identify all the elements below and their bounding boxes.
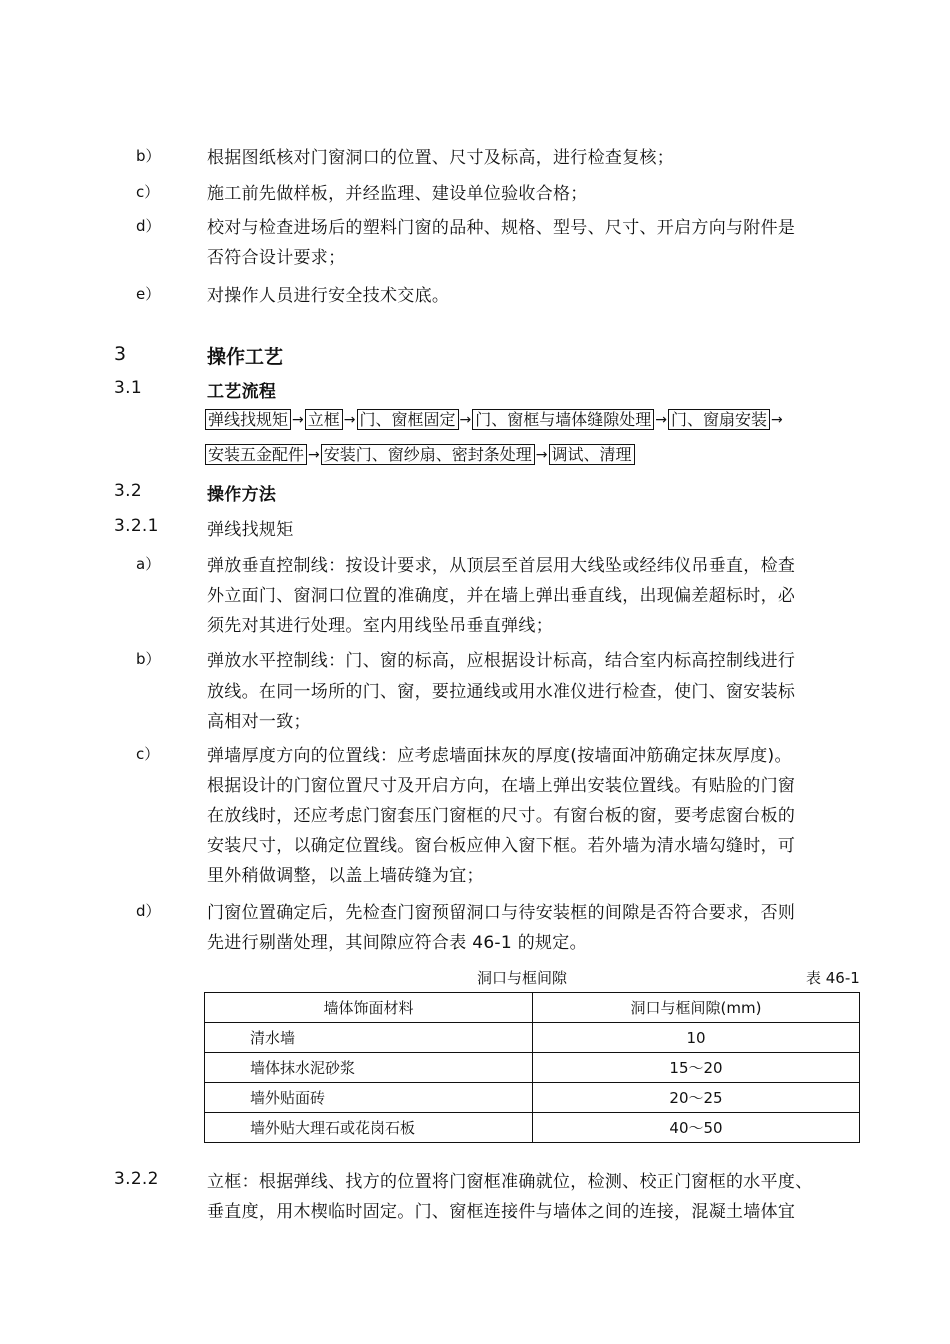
paragraph-line: 高相对一致； xyxy=(207,712,311,732)
table-cell: 墙外贴面砖 xyxy=(205,1083,533,1113)
flow-step: 门、窗扇安装 xyxy=(668,409,770,430)
paragraph-line: 须先对其进行处理。室内用线坠吊垂直弹线； xyxy=(207,616,553,636)
table-title: 洞口与框间隙 xyxy=(477,969,568,987)
list-marker: c） xyxy=(136,183,160,201)
arrow-right-icon: → xyxy=(771,411,783,428)
paragraph-line: 安装尺寸，以确定位置线。窗台板应伸入窗下框。若外墙为清水墙勾缝时，可 xyxy=(207,836,796,856)
section-title: 工艺流程 xyxy=(207,382,277,402)
gap-table xyxy=(204,992,860,1143)
table-row xyxy=(205,1023,860,1053)
paragraph-line: 先进行剔凿处理，其间隙应符合表 46-1 的规定。 xyxy=(207,933,587,953)
table-row xyxy=(205,1113,860,1143)
paragraph-line: 根据图纸核对门窗洞口的位置、尺寸及标高，进行检查复核； xyxy=(207,148,675,168)
paragraph-line: 放线。在同一场所的门、窗，要拉通线或用水准仪进行检查，使门、窗安装标 xyxy=(207,682,796,702)
flow-step: 门、窗框与墙体缝隙处理 xyxy=(472,409,654,430)
table-cell: 墙体抹水泥砂浆 xyxy=(205,1053,533,1083)
flow-step: 门、窗框固定 xyxy=(357,409,459,430)
paragraph-line: 根据设计的门窗位置尺寸及开启方向，在墙上弹出安装位置线。有贴脸的门窗 xyxy=(207,776,796,796)
paragraph-line: 对操作人员进行安全技术交底。 xyxy=(207,286,450,306)
section-number: 3.1 xyxy=(114,378,142,398)
arrow-right-icon: → xyxy=(655,411,667,428)
section-title: 操作方法 xyxy=(207,485,277,505)
arrow-right-icon: → xyxy=(343,411,356,428)
table-cell: 20～25 xyxy=(533,1083,860,1113)
table-cell: 清水墙 xyxy=(205,1023,533,1053)
section-title: 操作工艺 xyxy=(207,346,284,368)
table-row xyxy=(205,1053,860,1083)
table-header-row xyxy=(205,993,860,1023)
table-cell: 墙外贴大理石或花岗石板 xyxy=(205,1113,533,1143)
section-number: 3.2 xyxy=(114,481,142,501)
paragraph-line: 弹墙厚度方向的位置线：应考虑墙面抹灰的厚度(按墙面冲筋确定抹灰厚度)。 xyxy=(207,746,792,766)
paragraph-line: 门窗位置确定后，先检查门窗预留洞口与待安装框的间隙是否符合要求，否则 xyxy=(207,903,796,923)
process-flow-row-1 xyxy=(205,409,784,430)
list-marker: b） xyxy=(136,147,161,165)
paragraph-line: 弹放垂直控制线：按设计要求，从顶层至首层用大线坠或经纬仪吊垂直，检查 xyxy=(207,556,796,576)
list-marker: c） xyxy=(136,745,160,763)
column-header: 墙体饰面材料 xyxy=(205,993,533,1023)
paragraph-line: 校对与检查进场后的塑料门窗的品种、规格、型号、尺寸、开启方向与附件是 xyxy=(207,218,796,238)
list-marker: d） xyxy=(136,217,161,235)
process-flow-row-2 xyxy=(205,444,635,465)
paragraph-line: 立框：根据弹线、找方的位置将门窗框准确就位，检测、校正门窗框的水平度、 xyxy=(207,1172,813,1192)
table-cell: 10 xyxy=(533,1023,860,1053)
section-number: 3.2.2 xyxy=(114,1169,159,1189)
flow-step: 立框 xyxy=(305,409,343,430)
arrow-right-icon: → xyxy=(459,411,472,428)
section-number: 3 xyxy=(114,343,127,365)
paragraph-line: 垂直度，用木楔临时固定。门、窗框连接件与墙体之间的连接，混凝土墙体宜 xyxy=(207,1202,796,1222)
arrow-right-icon: → xyxy=(308,446,320,463)
column-header: 洞口与框间隙(mm) xyxy=(533,993,860,1023)
paragraph-line: 否符合设计要求； xyxy=(207,248,346,268)
section-title: 弹线找规矩 xyxy=(207,520,294,540)
flow-step: 弹线找规矩 xyxy=(205,409,291,430)
table-row xyxy=(205,1083,860,1113)
arrow-right-icon: → xyxy=(535,446,548,463)
paragraph-line: 弹放水平控制线：门、窗的标高，应根据设计标高，结合室内标高控制线进行 xyxy=(207,651,796,671)
section-number: 3.2.1 xyxy=(114,516,159,536)
list-marker: b） xyxy=(136,650,161,668)
list-marker: a） xyxy=(136,555,161,573)
paragraph-line: 在放线时，还应考虑门窗套压门窗框的尺寸。有窗台板的窗，要考虑窗台板的 xyxy=(207,806,796,826)
paragraph-line: 外立面门、窗洞口位置的准确度，并在墙上弹出垂直线，出现偏差超标时，必 xyxy=(207,586,796,606)
flow-step: 调试、清理 xyxy=(549,444,635,465)
table-cell: 40～50 xyxy=(533,1113,860,1143)
arrow-right-icon: → xyxy=(292,411,304,428)
table-cell: 15～20 xyxy=(533,1053,860,1083)
table-number: 表 46-1 xyxy=(806,969,860,987)
flow-step: 安装门、窗纱扇、密封条处理 xyxy=(321,444,535,465)
paragraph-line: 里外稍做调整，以盖上墙砖缝为宜； xyxy=(207,866,484,886)
list-marker: e） xyxy=(136,285,161,303)
list-marker: d） xyxy=(136,902,161,920)
paragraph-line: 施工前先做样板，并经监理、建设单位验收合格； xyxy=(207,184,588,204)
flow-step: 安装五金配件 xyxy=(205,444,307,465)
